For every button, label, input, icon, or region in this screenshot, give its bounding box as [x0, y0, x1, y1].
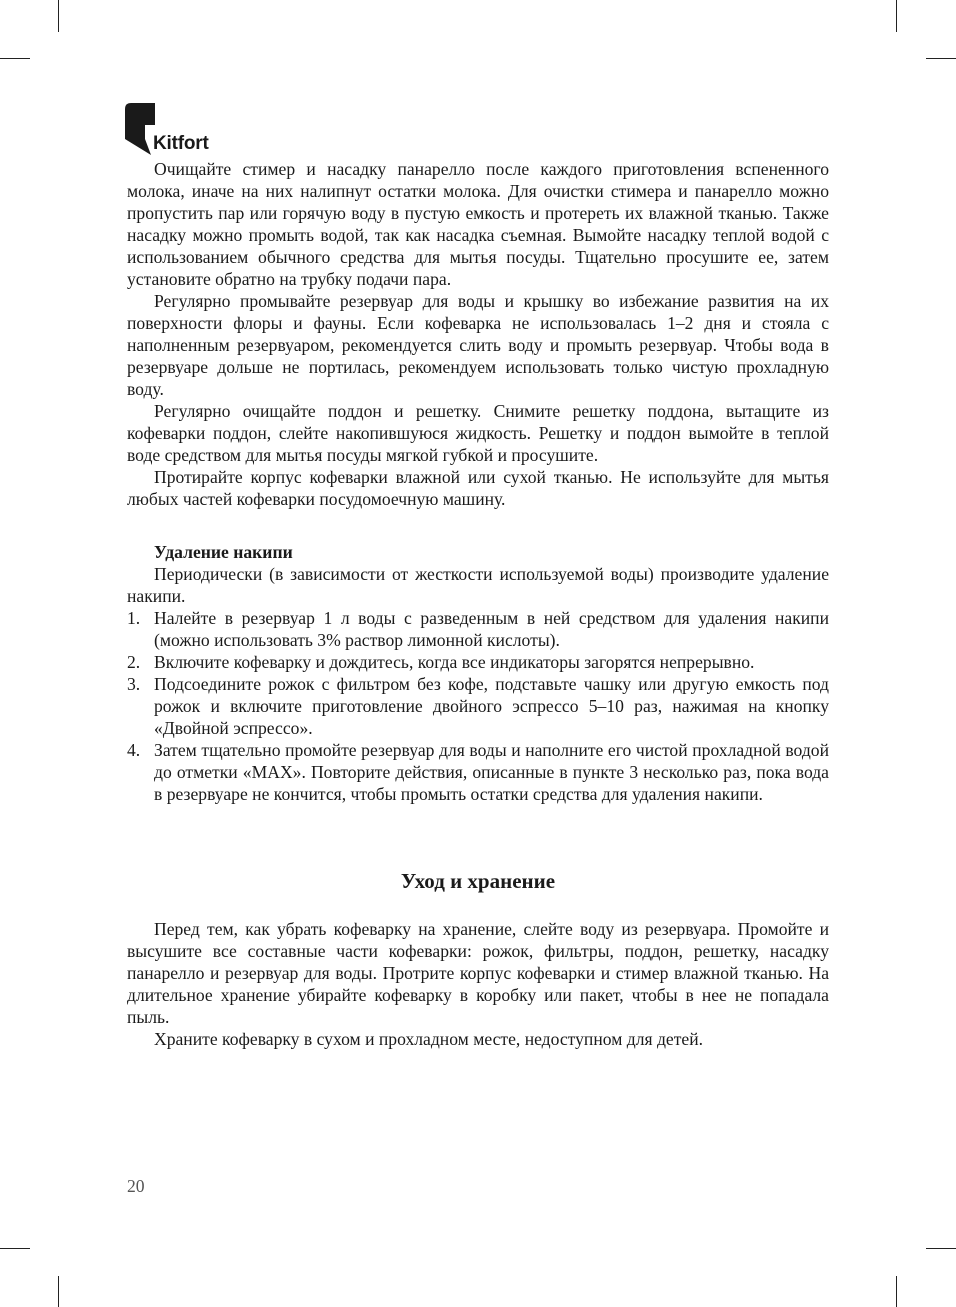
brand-logo — [125, 103, 255, 157]
crop-mark-bottom-right-horizontal — [926, 1248, 956, 1249]
page-content — [127, 158, 829, 1050]
list-item — [127, 607, 829, 651]
intro-paragraph: Протирайте корпус кофеварки влажной или сухой тканью. Не используйте для мытья любых частей кофеварки посудомоечную машину. — [127, 467, 829, 509]
descaling-steps — [127, 607, 829, 805]
crop-mark-top-right-vertical — [896, 0, 897, 32]
list-item — [127, 739, 829, 805]
kitfort-mark-icon — [125, 103, 155, 157]
step-number: 1. — [127, 608, 141, 628]
step-text: Затем тщательно промойте резервуар для воды и наполните его чистой прохладной водой до отметки «MAX». Повторите действия, описанные в пункте 3 несколько раз, пока вода в резервуаре не кончится, чтобы промыть остатки средства для удаления накипи. — [154, 740, 829, 804]
section-title: Уход и хранение — [400, 869, 556, 893]
storage-paragraph: Храните кофеварку в сухом и прохладном месте, недоступном для детей. — [154, 1029, 704, 1049]
crop-mark-bottom-left-horizontal — [0, 1248, 30, 1249]
descaling-heading: Удаление накипи — [154, 542, 293, 562]
crop-mark-bottom-right-vertical — [896, 1276, 897, 1307]
step-text: Включите кофеварку и дождитесь, когда все индикаторы загорятся непрерывно. — [154, 652, 755, 672]
brand-name: Kitfort — [153, 133, 209, 154]
crop-mark-bottom-left-vertical — [58, 1276, 59, 1307]
step-number: 3. — [127, 674, 141, 694]
step-text: Налейте в резервуар 1 л воды с разведенным в ней средством для удаления накипи (можно использовать 3% раствор лимонной кислоты). — [154, 608, 829, 650]
list-item — [127, 651, 829, 673]
crop-mark-top-left-vertical — [58, 0, 59, 32]
page-number: 20 — [127, 1176, 145, 1196]
descaling-intro: Периодически (в зависимости от жесткости используемой воды) производите удаление накипи. — [127, 564, 829, 606]
list-item — [127, 673, 829, 739]
storage-paragraph: Перед тем, как убрать кофеварку на хранение, слейте воду из резервуара. Промойте и высушите все составные части кофеварки: рожок, фильтры, поддон, решетку, насадку панарелло и резервуар для воды. Протрите корпус кофеварки и стимер влажной тканью. На длительное хранение убирайте кофеварку в коробку или пакет, чтобы в нее не попадала пыль. — [127, 919, 829, 1027]
intro-paragraph: Регулярно очищайте поддон и решетку. Снимите решетку поддона, вытащите из кофеварки поддон, слейте накопившуюся жидкость. Решетку и поддон вымойте в теплой воде средством для мытья посуды мягкой губкой и просушите. — [127, 401, 829, 465]
step-text: Подсоедините рожок с фильтром без кофе, подставьте чашку или другую емкость под рожок и включите приготовление двойного эспрессо 5–10 раз, нажимая на кнопку «Двойной эспрессо». — [154, 674, 829, 738]
step-number: 2. — [127, 652, 141, 672]
step-number: 4. — [127, 740, 141, 760]
intro-paragraph: Очищайте стимер и насадку панарелло после каждого приготовления вспененного молока, иначе на них налипнут остатки молока. Для очистки стимера и панарелло можно пропустить пар или горячую воду в пустую емкость и протереть их влажной тканью. Также насадку можно промыть водой, так как насадка съемная. Вымойте насадку теплой водой с использованием обычного средства для мытья посуды. Тщательно просушите ее, затем установите обратно на трубку подачи пара. — [127, 159, 829, 289]
crop-mark-top-left-horizontal — [0, 58, 30, 59]
crop-mark-top-right-horizontal — [926, 58, 956, 59]
intro-paragraph: Регулярно промывайте резервуар для воды и крышку во избежание развития на их поверхности флоры и фауны. Если кофеварка не использовалась 1–2 дня и стояла с наполненным резервуаром, рекомендуется слить воду и промыть резервуар. Чтобы вода в резервуаре дольше не портилась, рекомендуем использовать только чистую прохладную воду. — [127, 291, 829, 399]
